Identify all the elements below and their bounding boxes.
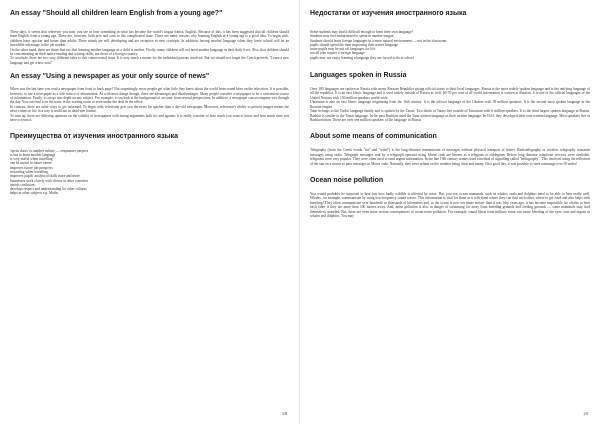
languages-title: Languages spoken in Russia (310, 72, 407, 80)
list-item: rewarding when travelling (10, 169, 48, 174)
list-item: helps in other subjects e.g. Maths (10, 191, 59, 196)
essay2-paragraph-1: When was the last time you read a newspaper from front to back page? Not surprisingly, most people get what little they know about the world from sound bites on the television. It is possible, however, to use a newspaper as a sole source of information. As with most things though, there are advantages and disadvantages. Many people consider a newspaper to be a convenient source of information. Firstly, it can go into depth on any subject. For example, it can look at the background of an issue from several perspectives. In addition, a newspaper can accompany you through the day. You can read it on the train, in the waiting room or even under the desk in the office. (10, 87, 290, 105)
languages-paragraph-3: Tatar belongs to the Turkic language family and is spoken by the Tatars. Two thirds of Tatars live outside of Tartarstan with 6 million speakers. It is the third largest spoken language in Russia. Bashkir is similar to the Tartar language. In the past Bashkirs used the Tatar written language as their written language. In 1923, they developed their own written language. Most speakers live in Bashkortostan. There are over one million speakers of the language in Russia. (310, 109, 590, 122)
disadvantages-list (310, 30, 590, 60)
page-number: 29 (583, 411, 588, 416)
vocab-title: Преимущества от изучения иностранного языка (10, 132, 178, 140)
essay1-title: An essay "Should all children learn English from a young age?" (10, 10, 223, 17)
list-item: 'opens doors' to another culture — открывает двери в (10, 148, 89, 153)
right-page (300, 0, 600, 424)
languages-paragraph-1: Over 100 languages are spoken in Russia with many Russian Republics giving official status to their local languages. Russia is the most widely spoken language and is the unifying language of all the republics. It is an east Slavic language and is used widely outside of Russia as well. 60-70 per cent of all world information is written in Russian. It is one of the official languages of the United Nations with 150 million speakers world-wide. (310, 87, 590, 100)
list-item: some pupils may be put off languages for life (310, 47, 376, 52)
list-item: improves pupils' analytical skills more and more (10, 174, 80, 179)
disadvantages-title: Недостатки от изучения иностранного языка (310, 10, 467, 17)
list-item: Some students may find it difficult enough to learn their own language? (310, 30, 414, 34)
list-item: is very useful when travelling (10, 157, 53, 162)
list-item: pupils may not enjoy learning a language they are forced to do at school (310, 55, 414, 60)
list-item: Students may feel embarrassed to speak in another tongue. (310, 34, 395, 39)
essay1-paragraph-1: These days, it seems that wherever you turn, you see or hear something in what has become the world's lingua franca, English. Because of this, it has been suggested that all children should learn English from a young age. There are, however, both pros and cons to this complicated issue. There are many reasons why learning English at a young age is a good idea. To begin with, children learn quicker and better than adults. There minds are still developing and are receptive to new concepts. In addition, having another language when they leave school will be an incredible advantage in the job market. (10, 30, 289, 48)
list-item: develops respect and understanding for other cultures (10, 187, 87, 192)
essay1-paragraph-3: To conclude, there are two very different sides to this controversial issue. It is very much a matter for the individual parents involved. But we should not forget the Czech proverb, "Learn a new language and get a new soul." (10, 56, 289, 65)
communication-paragraph-1: Telegraphy (from the Greek words "far" and "write") is the long-distance transmission of messages without physical transport of letters. Radiotelegraphy or wireless telegraphy transmits messages using radio. Telegraph messages sent by a telegraph operator using Morse code are known as a telegram or cablegram. Before long distance telephone services were available, telegrams were very popular. They were often used to send urgent information. In the late 19th century armies used a method of signalling called "heliography". This involved using the reflection of the sun on a mirror to pass messages in Morse code. Naturally, they were reliant on the weather being clear and sunny. On a good day, it was possible to send a message over 50 miles! (310, 148, 590, 166)
list-item: Students should learn foreign languages in a more natural environment — not in the classroom (310, 38, 447, 43)
page-number: 28 (282, 411, 287, 416)
communication-title: About some means of communication (310, 133, 437, 141)
essay1-paragraph-2: On the other hand, there are those that say that learning another language as a child is useless. Firstly, many children will not need another language in their daily lives. Also, that children should be concentrating on their native reading and writing skills, not those of a foreign country. (10, 47, 289, 57)
essay2-paragraph-2: In contrast, there are other ways to get informed. To begin with, television gets you the news far quicker than a day-old newspaper. Moreover, television's ability to present images means the news comes to life in a way it could not in dead-tree format. (10, 104, 289, 114)
vocab-list (10, 149, 289, 196)
list-item: businesses work closely with clients in other countries (10, 178, 89, 183)
list-item: pupils should spend the time improving their native language (310, 42, 399, 47)
languages-paragraph-2: Ukrainian is also an east Slavic language originating from the 16th century. It is the official language of the Ukraine with 39 million speakers. It is the second most spoken language in the Russian empire. (310, 100, 590, 109)
list-item: can be useful in future career (10, 161, 52, 166)
list-item: not all jobs require a foreign language (310, 51, 365, 56)
essay2-title: An essay "Using a newspaper as your only source of news" (10, 73, 210, 81)
list-item: is fun to learn another language (10, 152, 56, 157)
list-item: improves future job prospects (10, 165, 53, 170)
ocean-noise-title: Ocean noise pollution (310, 176, 384, 184)
essay2-paragraph-3: To sum up, there are differing opinions on the validity of newspapers with strong arguments both for and against. It is really a matter of how much you want to know and how much time you have to learn it. (10, 113, 289, 123)
ocean-noise-paragraph-1: You would probably be surprised to hear just how badly wildlife is affected by noise. But, you see, ocean mammals, such as whales, seals and dolphins need to be able to hear really well. Whales, for example, communicate by using low-frequency sound waves. This information is vital for them as it tells them where they can find each other, where to get food and also helps with breeding! They often communicate over hundreds or thousands of kilometers and, as the ocean is now ten times noisier than it was fifty years ago, it has become impossible for whales to hear each other if they are more than 100 metres away. And, noise pollution is also in danger of swimming far away from breeding grounds and feeding grounds — some mammals may find themselves stranded. But, there are even more serious consequences of ocean noise pollution. For example, sound blasts from military sonar can cause bleeding of the eyes, ears and organs in whales and dolphins. You may (310, 191, 590, 218)
list-item: avoids confusion; (10, 182, 36, 187)
